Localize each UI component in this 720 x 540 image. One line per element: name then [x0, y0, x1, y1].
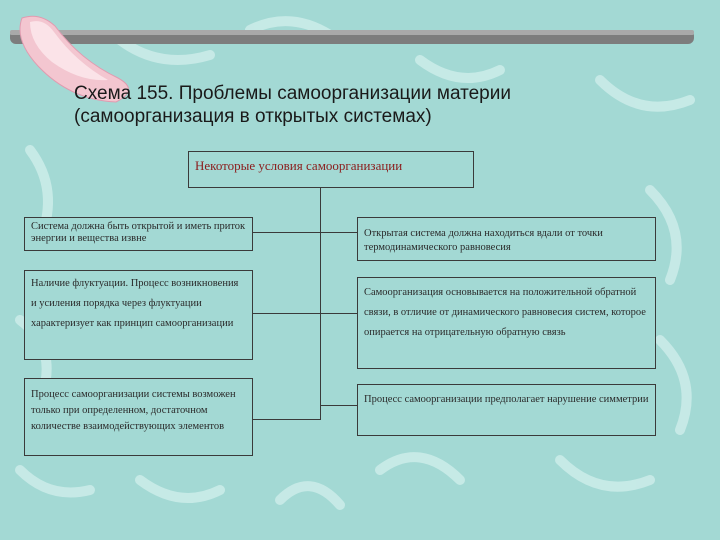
center-box: Некоторые условия самоорганизации	[188, 151, 474, 188]
connector-vertical	[320, 188, 321, 420]
connector-right-2	[320, 313, 357, 314]
connector-left-2	[253, 313, 320, 314]
right-box-feedback: Самоорганизация основывается на положительной обратной связи, в отличие от динамического равновесия систем, которое опирается на отрицательную обратную связь	[357, 277, 656, 369]
right-box-equilibrium: Открытая система должна находиться вдали от точки термодинамического равновесия	[357, 217, 656, 261]
connector-right-1	[320, 232, 357, 233]
title-line-1: Схема 155. Проблемы самоорганизации материи	[74, 83, 511, 104]
connector-left-1	[253, 232, 320, 233]
title-line-2: (самоорганизация в открытых системах)	[74, 106, 432, 127]
connector-left-3	[253, 419, 320, 420]
left-box-open-system: Система должна быть открытой и иметь приток энергии и вещества извне	[24, 217, 253, 251]
left-box-fluctuation: Наличие флуктуации. Процесс возникновения и усиления порядка через флуктуации характеризует как принцип самоорганизации	[24, 270, 253, 360]
connector-right-3	[320, 405, 357, 406]
right-box-symmetry: Процесс самоорганизации предполагает нарушение симметрии	[357, 384, 656, 436]
left-box-elements: Процесс самоорганизации системы возможен только при определенном, достаточном количестве взаимодействующих элементов	[24, 378, 253, 456]
page-title	[74, 82, 634, 128]
